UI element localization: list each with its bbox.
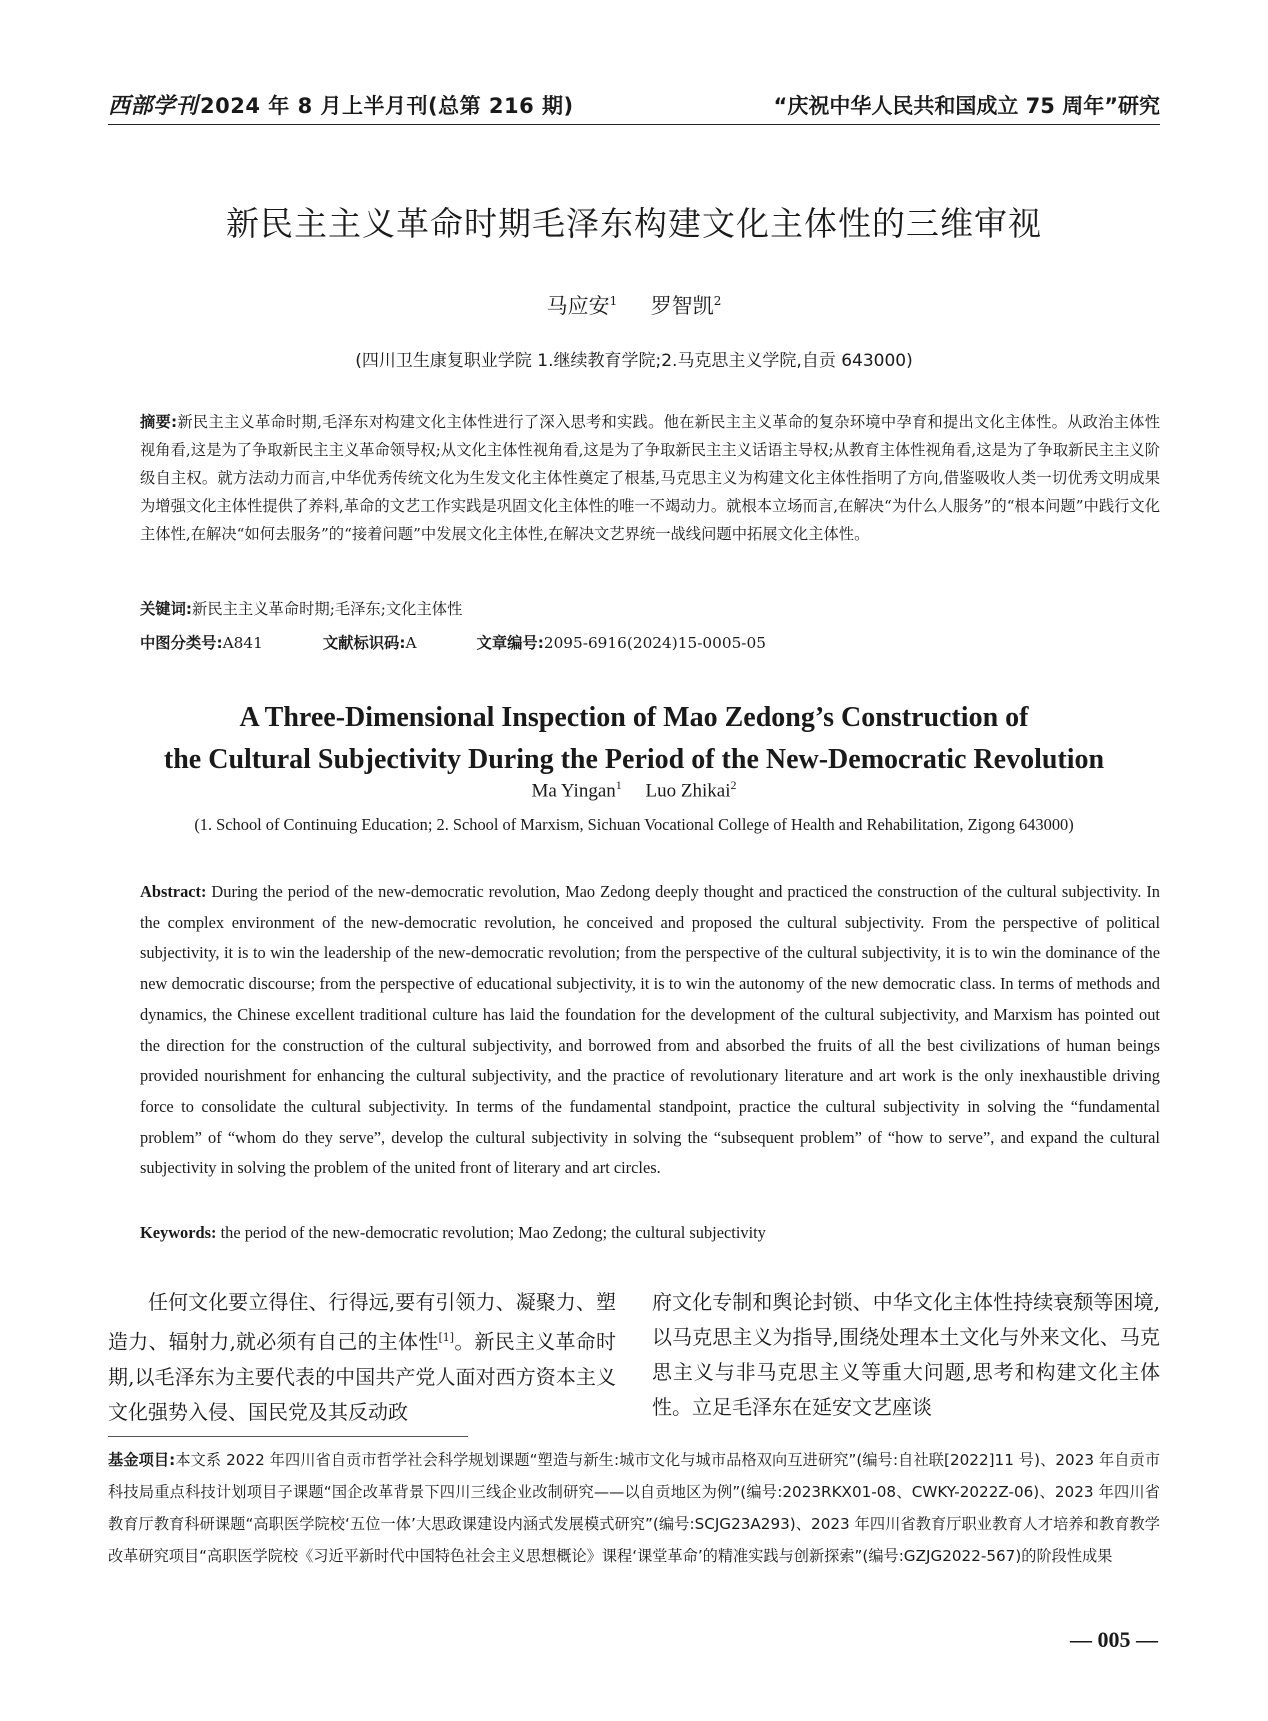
abstract-cn [140, 408, 1160, 548]
abstract-text: 新民主主义革命时期,毛泽东对构建文化主体性进行了深入思考和实践。他在新民主主义革命的复杂环境中孕育和提出文化主体性。从政治主体性视角看,这是为了争取新民主主义革命领导权;从文化主体性视角看,这是为了争取新民主主义话语主导权;从教育主体性视角看,这是为了争取新民主主义阶级自主权。就方法动力而言,中华优秀传统文化为生发文化主体性奠定了根基,马克思主义为构建文化主体性指明了方向,借鉴吸收人类一切优秀文明成果为增强文化主体性提供了养料,革命的文艺工作实践是巩固文化主体性的唯一不竭动力。就根本立场而言,在解决“为什么人服务”的“根本问题”中践行文化主体性,在解决“如何去服务”的“接着问题”中发展文化主体性,在解决文艺界统一战线问题中拓展文化主体性。 [140, 413, 1161, 543]
clc-label: 中图分类号: [140, 634, 223, 652]
authors-en [0, 778, 1268, 802]
abstract-en-label: Abstract: [140, 882, 207, 901]
clc-value: A841 [222, 634, 263, 652]
funding-label: 基金项目: [108, 1451, 176, 1469]
funding-text: 本文系 2022 年四川省自贡市哲学社会科学规划课题“塑造与新生:城市文化与城市品格双向互进研究”(编号:自社联[2022]11 号)、2023 年自贡市科技局重点科技计划项目子课题“国企改革背景下四川三线企业改制研究——以自贡地区为例”(编号:2023RKX01-08、CWKY-2022Z-06)、2023 年四川省教育厅教育科研课题“高职医学院校‘五位一体’大思政课建设内涵式发展模式研究”(编号:SCJG23A293)、2023 年四川省教育厅职业教育人才培养和教育教学改革研究项目“高职医学院校《习近平新时代中国特色社会主义思想概论》课程‘课堂革命’的精准实践与创新探索”(编号:GZJG2022-567)的阶段性成果 [108, 1451, 1161, 1565]
funding-footnote [108, 1444, 1160, 1572]
authors-cn [0, 290, 1268, 320]
author-affil-mark: 1 [615, 778, 622, 792]
author-affil-mark: 2 [713, 294, 722, 308]
author-name: 马应安 [546, 294, 610, 318]
doc-label: 文献标识码: [322, 634, 406, 652]
article-number-label: 文章编号: [476, 634, 544, 652]
body-column-right [652, 1285, 1160, 1430]
title-en-line-1: A Three-Dimensional Inspection of Mao Zedong’s Construction of [239, 702, 1029, 733]
body-text-run: 任何文化要立得住、行得远,要有引领力、凝聚力、塑造力、辐射力,就必须有自己的主体性 [108, 1290, 616, 1354]
keywords-en-text: the period of the new-democratic revolution; Mao Zedong; the cultural subjectivity [220, 1223, 766, 1242]
column-name: “庆祝中华人民共和国成立 75 周年”研究 [773, 94, 1160, 118]
classification-row [140, 631, 826, 653]
author-affil-mark: 1 [609, 294, 618, 308]
body-paragraph [108, 1285, 616, 1430]
journal-logo: 西部学刊 [108, 93, 199, 119]
keywords-cn [140, 597, 462, 619]
keywords-label: 关键词: [140, 600, 193, 618]
keywords-en [140, 1223, 766, 1243]
header-left [108, 89, 574, 120]
page-number: — 005 — [1070, 1627, 1158, 1652]
author-name-en: Luo Zhikai [645, 780, 731, 802]
author-name: 罗智凯 [650, 294, 714, 318]
doc-value: A [405, 634, 417, 652]
footnote-rule [108, 1436, 468, 1437]
article-title-en [0, 697, 1268, 781]
author-affil-mark: 2 [730, 778, 737, 792]
keywords-text: 新民主主义革命时期;毛泽东;文化主体性 [192, 600, 463, 618]
clc-code [140, 631, 263, 653]
author-name-en: Ma Yingan [531, 780, 616, 802]
citation-mark: [1] [438, 1331, 455, 1344]
body-text [108, 1285, 1160, 1430]
article-number-value: 2095-6916(2024)15-0005-05 [543, 634, 766, 652]
affiliation-cn: (四川卫生康复职业学院 1.继续教育学院;2.马克思主义学院,自贡 643000) [355, 351, 913, 371]
abstract-label: 摘要: [140, 413, 178, 431]
header-rule [108, 124, 1160, 125]
running-header [108, 86, 1160, 120]
body-paragraph: 府文化专制和舆论封锁、中华文化主体性持续衰颓等困境,以马克思主义为指导,围绕处理本土文化与外来文化、马克思主义与非马克思主义等重大问题,思考和构建文化主体性。立足毛泽东在延安文艺座谈 [652, 1290, 1160, 1419]
abstract-en [140, 877, 1160, 1184]
doc-code [323, 631, 417, 653]
body-text-run: 。新民主义革命时期,以毛泽东为主要代表的中国共产党人面对西方资本主义文化强势入侵、国民党及其反动政 [108, 1329, 617, 1424]
keywords-en-label: Keywords: [140, 1223, 217, 1242]
issue-info: 2024 年 8 月上半月刊(总第 216 期) [200, 94, 574, 118]
abstract-en-text: During the period of the new-democratic revolution, Mao Zedong deeply thought and practiced the construction of the cultural subjectivity. In the complex environment of the new-democratic revolution, he conceived and proposed the cultural subjectivity. From the perspective of political subjectivity, it is to win the leadership of the new-democratic revolution; from the perspective of the cultural subjectivity, it is to win the dominance of the new democratic discourse; from the perspective of educational subjectivity, it is to win the autonomy of the new democratic class. In terms of methods and dynamics, the Chinese excellent traditional culture has laid the foundation for the development of the cultural subjectivity, and Marxism has pointed out the direction for the construction of the cultural subjectivity, and borrowed from and absorbed the fruits of all the best civilizations of human beings provided nourishment for enhancing the cultural subjectivity, and the practice of revolutionary literature and art work is the only inexhaustible driving force to consolidate the cultural subjectivity. In terms of the fundamental standpoint, practice the cultural subjectivity in solving the “fundamental problem” of “whom do they serve”, develop the cultural subjectivity in solving the “subsequent problem” of “how to serve”, and expand the cultural subjectivity in solving the problem of the united front of literary and art circles. [140, 882, 1160, 1178]
article-number [477, 631, 766, 653]
affiliation-en: (1. School of Continuing Education; 2. School of Marxism, Sichuan Vocational College of Health and Rehabilitation, Zigong 643000) [194, 815, 1074, 834]
article-title-cn: 新民主主义革命时期毛泽东构建文化主体性的三维审视 [226, 204, 1042, 243]
title-en-line-2: the Cultural Subjectivity During the Period of the New-Democratic Revolution [163, 744, 1105, 775]
body-column-left [108, 1285, 616, 1430]
